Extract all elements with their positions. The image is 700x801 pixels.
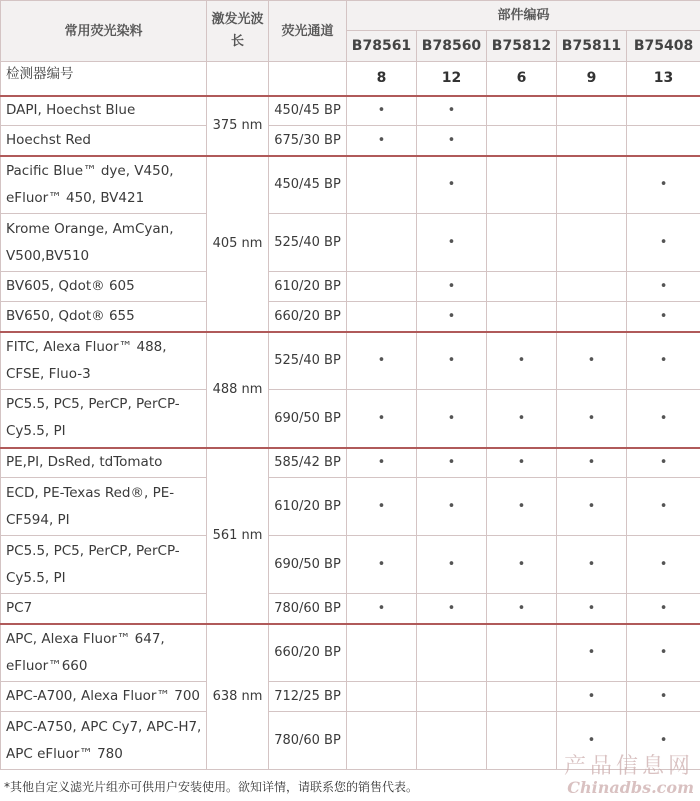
dye-name: BV650, Qdot® 655 [1,302,207,332]
detector-number: 12 [417,62,487,96]
empty-cell [627,126,700,156]
compatible-dot: • [557,478,627,536]
dye-name: ECD, PE-Texas Red®, PE-CF594, PI [1,478,207,536]
compatible-dot: • [417,96,487,126]
compatible-dot: • [417,332,487,390]
table-row [1,272,700,302]
table-body [1,62,700,770]
fluorescence-channel: 610/20 BP [269,478,347,536]
compatible-dot: • [627,302,700,332]
compatible-dot: • [417,536,487,594]
compatible-dot: • [627,478,700,536]
compatible-dot: • [557,536,627,594]
compatible-dot: • [347,478,417,536]
empty-cell [487,214,557,272]
empty-cell [347,156,417,214]
excitation-wavelength: 561 nm [207,448,269,624]
compatible-dot: • [417,448,487,478]
compatible-dot: • [417,478,487,536]
fluorescence-channel: 712/25 BP [269,682,347,712]
part-code-4: B75811 [557,31,627,62]
table-row [1,302,700,332]
detector-number: 9 [557,62,627,96]
compatible-dot: • [627,390,700,448]
empty-cell [417,624,487,682]
dye-name: Pacific Blue™ dye, V450, eFluor™ 450, BV421 [1,156,207,214]
table-row [1,594,700,624]
dye-name: FITC, Alexa Fluor™ 488, CFSE, Fluo-3 [1,332,207,390]
empty-cell [487,156,557,214]
excitation-wavelength: 375 nm [207,96,269,156]
dye-name: PC7 [1,594,207,624]
empty-cell [417,682,487,712]
part-code-1: B78561 [347,31,417,62]
table-row [1,96,700,126]
compatible-dot: • [627,712,700,770]
compatible-dot: • [627,448,700,478]
header-excitation: 激发光波长 [207,1,269,62]
compatible-dot: • [417,126,487,156]
header-dye: 常用荧光染料 [1,1,207,62]
excitation-wavelength: 638 nm [207,624,269,770]
empty-cell [557,96,627,126]
compatible-dot: • [557,448,627,478]
compatible-dot: • [487,594,557,624]
fluorescence-channel: 660/20 BP [269,624,347,682]
compatible-dot: • [347,536,417,594]
watermark [564,755,694,797]
fluorescence-channel: 690/50 BP [269,536,347,594]
table-row [1,536,700,594]
empty-cell [557,302,627,332]
detector-empty [269,62,347,96]
header-channel: 荧光通道 [269,1,347,62]
compatible-dot: • [627,682,700,712]
compatible-dot: • [417,302,487,332]
compatible-dot: • [347,448,417,478]
empty-cell [347,682,417,712]
empty-cell [347,712,417,770]
detector-number: 8 [347,62,417,96]
compatible-dot: • [487,390,557,448]
empty-cell [487,96,557,126]
empty-cell [557,214,627,272]
empty-cell [347,624,417,682]
table-row [1,448,700,478]
table-row [1,332,700,390]
compatible-dot: • [557,594,627,624]
header-part-code: 部件编码 [347,1,700,31]
compatible-dot: • [487,536,557,594]
watermark-cn: 产品信息网 [563,754,694,779]
fluorescence-channel: 780/60 BP [269,712,347,770]
fluorescence-channel: 450/45 BP [269,96,347,126]
compatible-dot: • [627,272,700,302]
compatible-dot: • [487,478,557,536]
empty-cell [557,126,627,156]
fluorescence-channel: 780/60 BP [269,594,347,624]
dye-name: PC5.5, PC5, PerCP, PerCP-Cy5.5, PI [1,390,207,448]
part-code-3: B75812 [487,31,557,62]
empty-cell [487,272,557,302]
empty-cell [487,682,557,712]
detector-number: 6 [487,62,557,96]
dye-name: APC-A750, APC Cy7, APC-H7, APC eFluor™ 780 [1,712,207,770]
excitation-wavelength: 488 nm [207,332,269,448]
dye-name: DAPI, Hoechst Blue [1,96,207,126]
compatible-dot: • [347,594,417,624]
table-row [1,126,700,156]
part-code-5: B75408 [627,31,700,62]
fluorescence-channel: 690/50 BP [269,390,347,448]
dye-name: PE,PI, DsRed, tdTomato [1,448,207,478]
compatible-dot: • [627,594,700,624]
compatible-dot: • [417,390,487,448]
fluorescence-channel: 525/40 BP [269,332,347,390]
table-row [1,478,700,536]
empty-cell [487,712,557,770]
fluorescence-channel: 525/40 BP [269,214,347,272]
dye-name: Krome Orange, AmCyan, V500,BV510 [1,214,207,272]
excitation-wavelength: 405 nm [207,156,269,332]
fluorescence-channel: 585/42 BP [269,448,347,478]
detector-number: 13 [627,62,700,96]
compatible-dot: • [347,126,417,156]
compatible-dot: • [627,214,700,272]
compatible-dot: • [487,332,557,390]
detector-empty [207,62,269,96]
empty-cell [347,302,417,332]
fluorescence-channel: 660/20 BP [269,302,347,332]
compatible-dot: • [417,214,487,272]
compatible-dot: • [487,448,557,478]
compatible-dot: • [627,624,700,682]
fluorescence-channel: 610/20 BP [269,272,347,302]
compatible-dot: • [557,624,627,682]
fluorescence-channel: 450/45 BP [269,156,347,214]
compatible-dot: • [417,272,487,302]
compatible-dot: • [627,156,700,214]
empty-cell [627,96,700,126]
empty-cell [487,624,557,682]
compatible-dot: • [557,712,627,770]
compatible-dot: • [347,96,417,126]
part-code-2: B78560 [417,31,487,62]
compatible-dot: • [557,390,627,448]
compatible-dot: • [557,332,627,390]
empty-cell [557,156,627,214]
watermark-en: Chinadbs.com [567,778,694,797]
compatible-dot: • [557,682,627,712]
dye-name: BV605, Qdot® 605 [1,272,207,302]
compatible-dot: • [627,332,700,390]
dye-name: APC, Alexa Fluor™ 647, eFluor™660 [1,624,207,682]
compatible-dot: • [347,390,417,448]
table-row [1,156,700,214]
fluorescence-channel: 675/30 BP [269,126,347,156]
dye-name: PC5.5, PC5, PerCP, PerCP-Cy5.5, PI [1,536,207,594]
dye-name: APC-A700, Alexa Fluor™ 700 [1,682,207,712]
table-row [1,624,700,682]
table-row [1,390,700,448]
detector-label: 检测器编号 [1,62,207,96]
footnote: *其他自定义滤光片组亦可供用户安装使用。欲知详情，请联系您的销售代表。 [4,780,419,794]
empty-cell [487,126,557,156]
empty-cell [347,214,417,272]
empty-cell [487,302,557,332]
empty-cell [557,272,627,302]
compatible-dot: • [347,332,417,390]
compatible-dot: • [627,536,700,594]
empty-cell [417,712,487,770]
empty-cell [347,272,417,302]
compatible-dot: • [417,594,487,624]
detector-row [1,62,700,96]
table-row [1,682,700,712]
dye-name: Hoechst Red [1,126,207,156]
compatible-dot: • [417,156,487,214]
table-row [1,214,700,272]
